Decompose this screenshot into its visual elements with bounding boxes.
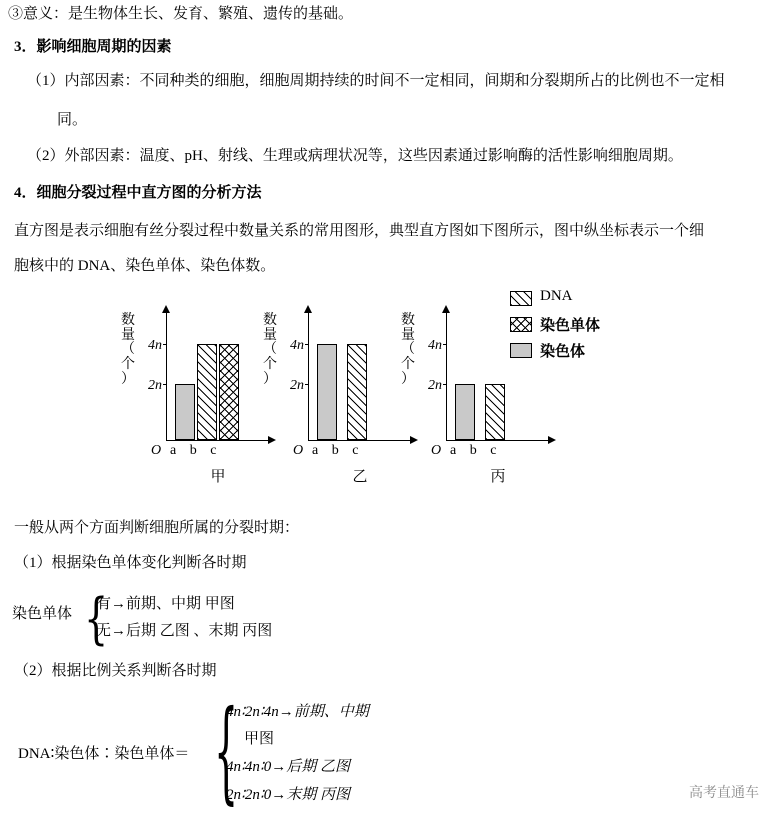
y-tick-4n: 4n [290, 338, 304, 353]
x-axis-line [166, 440, 270, 441]
brace-row-2: 甲图 [244, 731, 275, 747]
legend-swatch-chromatid-icon [510, 317, 532, 332]
y-axis-label: 数 量 （ 个 ） [263, 313, 277, 387]
chart-legend [510, 288, 650, 366]
text-line-external-factor: （2）外部因素：温度、pH、射线、生理或病理状况等，这些因素通过影响酶的活性影响细胞周期。 [27, 148, 683, 164]
chart-panel-jia [120, 302, 270, 485]
legend-item-dna [510, 288, 650, 314]
brace-label-chromatid: 染色单体 [12, 606, 73, 622]
bar-yi-a [317, 344, 337, 440]
x-axis-line [308, 440, 412, 441]
bar-yi-b [347, 344, 367, 440]
y-tick-4n: 4n [148, 338, 162, 353]
origin-label: O [151, 443, 162, 458]
heading-3: 3．影响细胞周期的因素 [14, 39, 172, 55]
y-tick-2n: 2n [428, 378, 442, 393]
bar-jia-a [175, 384, 195, 440]
y-axis-label: 数 量 （ 个 ） [121, 313, 135, 387]
origin-label: O [431, 443, 442, 458]
heading-4: 4．细胞分裂过程中直方图的分析方法 [14, 185, 262, 201]
histogram-figure [120, 288, 650, 483]
bar-jia-c [219, 344, 239, 440]
bar-bing-b [485, 384, 505, 440]
brace-row-4: 2n∶2n∶0→末期 丙图 [226, 787, 351, 803]
x-axis-line [446, 440, 550, 441]
y-tick-2n: 2n [290, 378, 304, 393]
y-tick-4n: 4n [428, 338, 442, 353]
origin-label: O [293, 443, 304, 458]
brace-row-1: 有→前期、中期 甲图 [96, 596, 235, 612]
chart-panel-yi [262, 302, 412, 485]
left-brace-icon: { [214, 687, 239, 815]
legend-item-chromosome [510, 340, 650, 366]
y-axis-label: 数 量 （ 个 ） [401, 313, 415, 387]
text-line-method-1: （1）根据染色单体变化判断各时期 [14, 555, 247, 571]
brace-block-chromatid [12, 586, 412, 651]
brace-row-2: 无→后期 乙图 、末期 丙图 [96, 623, 273, 639]
legend-item-chromatid [510, 314, 650, 340]
brace-block-ratio [18, 687, 478, 815]
brace-row-3: 4n∶4n∶0→后期 乙图 [226, 759, 351, 775]
text-line-method-2: （2）根据比例关系判断各时期 [14, 663, 217, 679]
legend-swatch-dna-icon [510, 291, 532, 306]
legend-label-chromosome: 染色体 [540, 344, 586, 360]
legend-swatch-chromosome-icon [510, 343, 532, 358]
bar-group-yi [309, 312, 413, 440]
bar-group-jia [167, 312, 271, 440]
text-line-meaning: ③意义：是生物体生长、发育、繁殖、遗传的基础。 [8, 6, 354, 22]
left-brace-icon: { [84, 586, 109, 651]
panel-caption-bing: 丙 [490, 469, 506, 485]
brace-row-1: 4n∶2n∶4n→前期、中期 [226, 704, 369, 720]
x-tick-labels: a b c [450, 443, 502, 458]
text-line-histogram-intro-2: 胞核中的 DNA、染色单体、染色体数。 [14, 258, 276, 274]
x-tick-labels: a b c [312, 443, 364, 458]
text-line-internal-factor: （1）内部因素：不同种类的细胞，细胞周期持续的时间不一定相同，间期和分裂期所占的比例也不一定相 [27, 73, 725, 89]
bar-bing-a [455, 384, 475, 440]
legend-label-dna: DNA [540, 288, 573, 304]
panel-caption-jia: 甲 [210, 469, 226, 485]
panel-caption-yi: 乙 [352, 469, 368, 485]
brace-label-ratio: DNA∶染色体∶染色单体＝ [18, 746, 190, 762]
bar-jia-b [197, 344, 217, 440]
text-line-internal-factor-cont: 同。 [57, 112, 88, 128]
y-tick-2n: 2n [148, 378, 162, 393]
text-line-histogram-intro-1: 直方图是表示细胞有丝分裂过程中数量关系的常用图形，典型直方图如下图所示，图中纵坐标表示一个细 [14, 223, 705, 239]
watermark: 高考直通车 [689, 784, 759, 800]
text-line-two-aspects: 一般从两个方面判断细胞所属的分裂时期： [14, 520, 300, 536]
legend-label-chromatid: 染色单体 [540, 318, 601, 334]
x-tick-labels: a b c [170, 443, 222, 458]
